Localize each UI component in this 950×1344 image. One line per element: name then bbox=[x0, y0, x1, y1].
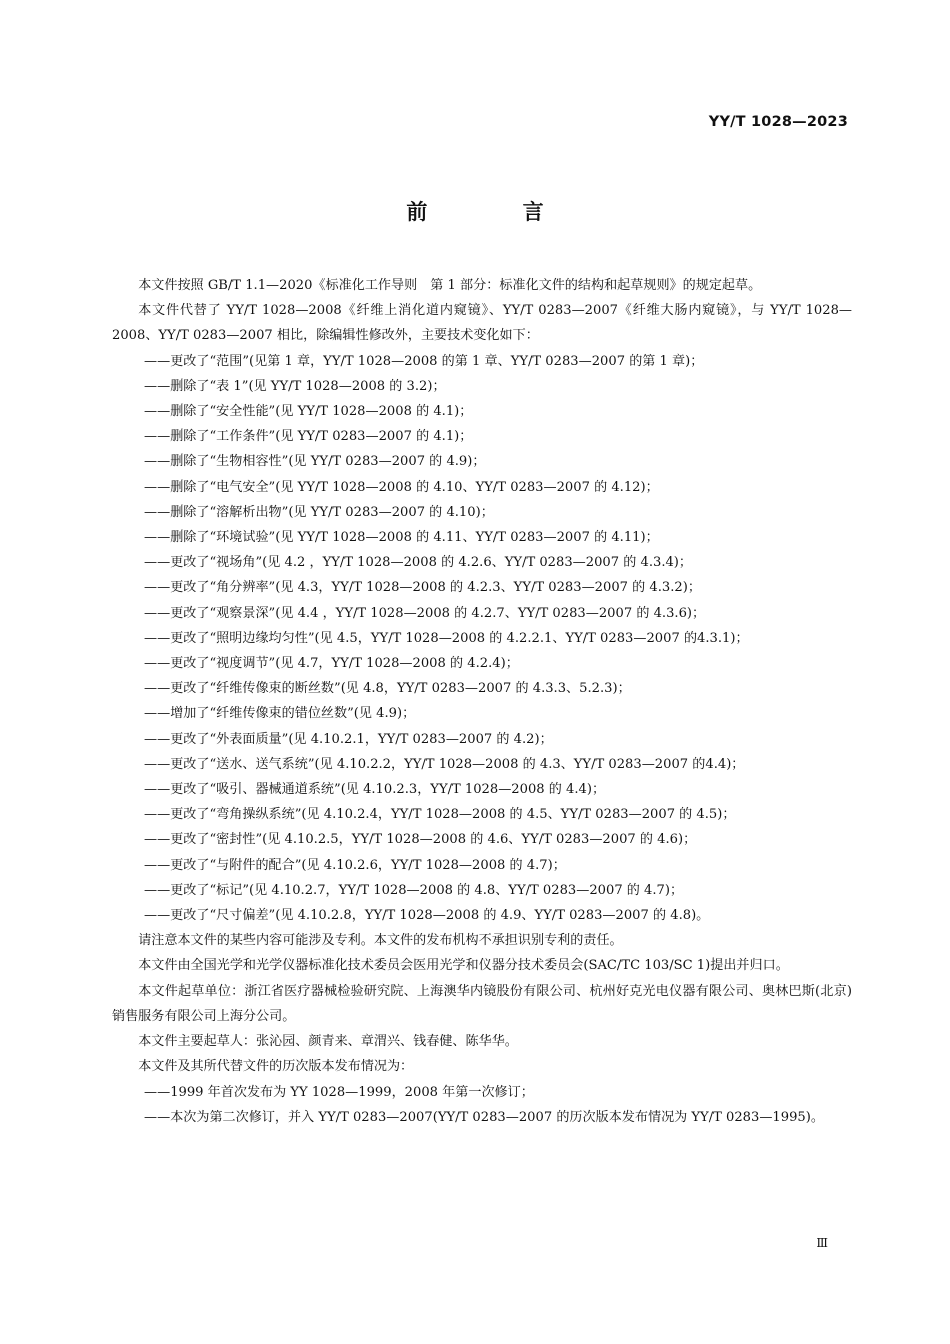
document-code: YY/T 1028—2023 bbox=[708, 114, 848, 130]
list-item: ——删除了“环境试验”(见 YY/T 1028—2008 的 4.11、YY/T 0283—2007 的 4.11)； bbox=[144, 530, 659, 546]
list-item: ——更改了“观察景深”(见 4.4 ，YY/T 1028—2008 的 4.2.7、YY/T 0283—2007 的 4.3.6)； bbox=[144, 605, 706, 621]
closing-paragraph: 本文件及其所代替文件的历次版本发布情况为： bbox=[138, 1059, 414, 1075]
intro-paragraph: 本文件代替了 YY/T 1028—2008《纤维上消化道内窥镜》、YY/T 0283—2007《纤维大肠内窥镜》，与 YY/T 1028—2008、YY/T 0283—2007 相比，除编辑性修改外，主要技术变化如下： bbox=[112, 303, 852, 344]
list-item: ——删除了“表 1”(见 YY/T 1028—2008 的 3.2)； bbox=[144, 378, 446, 394]
list-item: ——更改了“送水、送气系统”(见 4.10.2.2，YY/T 1028—2008 的 4.3、YY/T 0283—2007 的4.4)； bbox=[144, 756, 745, 772]
page-number: Ⅲ bbox=[816, 1236, 828, 1250]
list-item: ——更改了“角分辨率”(见 4.3，YY/T 1028—2008 的 4.2.3、YY/T 0283—2007 的 4.3.2)； bbox=[144, 580, 701, 596]
list-item: ——更改了“视度调节”(见 4.7，YY/T 1028—2008 的 4.2.4)； bbox=[144, 656, 519, 672]
list-item: ——增加了“纤维传像束的错位丝数”(见 4.9)； bbox=[144, 706, 416, 722]
list-item: ——更改了“照明边缘均匀性”(见 4.5，YY/T 1028—2008 的 4.2.2.1、YY/T 0283—2007 的4.3.1)； bbox=[144, 630, 749, 646]
list-item: ——更改了“标记”(见 4.10.2.7，YY/T 1028—2008 的 4.8、YY/T 0283—2007 的 4.7)； bbox=[144, 882, 684, 898]
list-item: ——更改了“弯角操纵系统”(见 4.10.2.4，YY/T 1028—2008 的 4.5、YY/T 0283—2007 的 4.5)； bbox=[144, 807, 736, 823]
list-item: ——更改了“外表面质量”(见 4.10.2.1，YY/T 0283—2007 的 4.2)； bbox=[144, 731, 553, 747]
list-item: ——更改了“密封性”(见 4.10.2.5，YY/T 1028—2008 的 4.6、YY/T 0283—2007 的 4.6)； bbox=[144, 832, 697, 848]
list-item: ——删除了“工作条件”(见 YY/T 0283—2007 的 4.1)； bbox=[144, 429, 473, 445]
list-item: ——删除了“电气安全”(见 YY/T 1028—2008 的 4.10、YY/T 0283—2007 的 4.12)； bbox=[144, 479, 659, 495]
list-item: ——更改了“范围”(见第 1 章，YY/T 1028—2008 的第 1 章、YY/T 0283—2007 的第 1 章)； bbox=[144, 353, 704, 369]
list-item: ——删除了“溶解析出物”(见 YY/T 0283—2007 的 4.10)； bbox=[144, 504, 494, 520]
list-item: ——更改了“尺寸偏差”(见 4.10.2.8，YY/T 1028—2008 的 4.9、YY/T 0283—2007 的 4.8)。 bbox=[144, 908, 710, 924]
closing-paragraph: 请注意本文件的某些内容可能涉及专利。本文件的发布机构不承担识别专利的责任。 bbox=[138, 933, 623, 949]
history-list bbox=[112, 1080, 852, 1130]
closing-paragraph: 本文件主要起草人：张沁园、颜青来、章渭兴、钱春健、陈华华。 bbox=[138, 1034, 518, 1050]
intro-paragraph: 本文件按照 GB/T 1.1—2020《标准化工作导则 第 1 部分：标准化文件的结构和起草规则》的规定起草。 bbox=[138, 278, 762, 293]
list-item: ——更改了“吸引、器械通道系统”(见 4.10.2.3，YY/T 1028—2008 的 4.4)； bbox=[144, 782, 606, 798]
list-item: ——删除了“生物相容性”(见 YY/T 0283—2007 的 4.9)； bbox=[144, 454, 486, 470]
changes-list bbox=[112, 349, 852, 929]
foreword-body bbox=[112, 273, 852, 1130]
list-item: ——更改了“视场角”(见 4.2 ，YY/T 1028—2008 的 4.2.6、YY/T 0283—2007 的 4.3.4)； bbox=[144, 555, 693, 571]
list-item: ——更改了“纤维传像束的断丝数”(见 4.8，YY/T 0283—2007 的 4.3.3、5.2.3)； bbox=[144, 681, 631, 697]
page-title: 前 言 bbox=[406, 200, 588, 224]
list-item: ——删除了“安全性能”(见 YY/T 1028—2008 的 4.1)； bbox=[144, 404, 473, 420]
list-item: ——本次为第二次修订，并入 YY/T 0283—2007(YY/T 0283—2007 的历次版本发布情况为 YY/T 0283—1995)。 bbox=[144, 1109, 824, 1125]
list-item: ——更改了“与附件的配合”(见 4.10.2.6，YY/T 1028—2008 的 4.7)； bbox=[144, 857, 566, 873]
closing-paragraph: 本文件起草单位：浙江省医疗器械检验研究院、上海澳华内镜股份有限公司、杭州好克光电仪器有限公司、奥林巴斯(北京)销售服务有限公司上海分公司。 bbox=[112, 983, 852, 1024]
list-item: ——1999 年首次发布为 YY 1028—1999，2008 年第一次修订； bbox=[144, 1084, 534, 1100]
closing-paragraph: 本文件由全国光学和光学仪器标准化技术委员会医用光学和仪器分技术委员会(SAC/TC 103/SC 1)提出并归口。 bbox=[138, 958, 789, 974]
